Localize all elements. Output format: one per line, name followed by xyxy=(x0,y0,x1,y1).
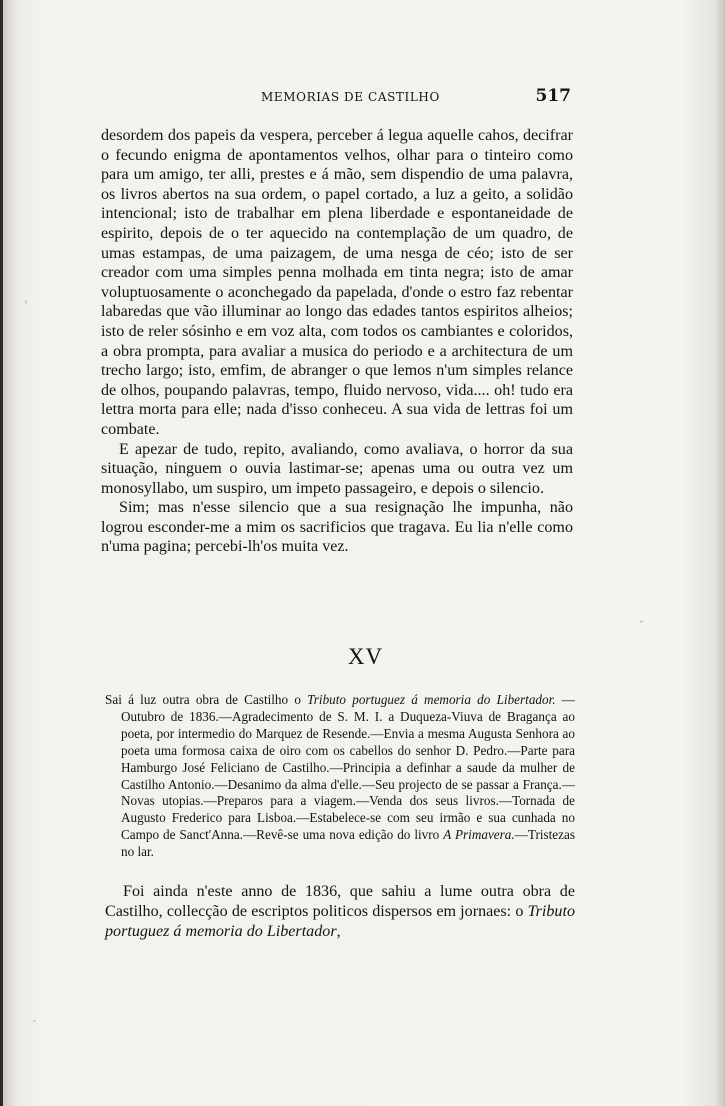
paragraph: Sim; mas n'esse silencio que a sua resignação lhe impunha, não logrou esconder-me a mim os sacrificios que tragava. Eu lia n'elle como n'uma pagina; percebi-lh'os muita vez. xyxy=(101,499,573,556)
paragraph: E apezar de tudo, repito, avaliando, como avaliava, o horror da sua situação, ninguem o ouvia lastimar-se; apenas uma ou outra vez um monosyllabo, um suspiro, um impeto passageiro, e depois o silencio. xyxy=(101,440,573,497)
running-head: MEMORIAS DE CASTILHO xyxy=(261,90,440,104)
closing-end: , xyxy=(336,923,341,940)
closing-paragraph xyxy=(105,882,575,942)
summary-tail: —Tristezas no lar. xyxy=(121,827,575,860)
page-header xyxy=(101,86,571,112)
summary-paragraph xyxy=(105,692,575,861)
summary-lead-title: Tributo portuguez á memoria do Libertador. xyxy=(307,692,556,707)
paper-speck xyxy=(33,1020,36,1022)
chapter-summary xyxy=(105,692,575,861)
page-number: 517 xyxy=(535,86,571,106)
summary-middle: —Outubro de 1836.—Agradecimento de S. M. I. a Duqueza-Viuva de Bragança ao poeta, por intermedio do Marquez de Resende.—Envia a mesma Augusta Senhora ao poeta uma formosa caixa de oiro com os cabellos do senhor D. Pedro.—Parte para Hamburgo José Feliciano de Castilho.—Principia a definhar a saude da mulher de Castilho Antonio.—Desanimo da alma d'elle.—Seu projecto de se passar a França.—Novas utopias.—Preparos para a viagem.—Venda dos seus livros.—Tornada de Augusto Frederico para Lisboa.—Estabelece-se com seu irmão e sua cunhada no Campo de Sanct'Anna.—Revê-se uma nova edição do livro xyxy=(121,692,575,843)
paragraph-continued: desordem dos papeis da vespera, perceber á legua aquelle cahos, decifrar o fecundo enigma de apontamentos velhos, olhar para o tinteiro como para um amigo, ter alli, prestes e á mão, sem dispendio de uma palavra, os livros abertos na sua ordem, o papel cortado, a luz a geito, a solidão intencional; isto de trabalhar em plena liberdade e espontaneidade de espirito, depois de o ter aquecido na contemplação de um quadro, de umas estampas, de uma paizagem, de uma nesga de céo; isto de ser creador com uma simples penna molhada em tinta negra; isto de amar voluptuosamente o aconchegado da papelada, d'onde o estro faz rebentar labaredas que vão illuminar ao longo das edades tantos espiritos alheios; isto de reler sósinho e em voz alta, com todos os cambiantes e coloridos, a obra prompta, para avaliar a musica do periodo e a architectura de um trecho largo; isto, emfim, de abranger o que lemos n'um simples relance de olhos, poupando palavras, tempo, fluido nervoso, vida.... oh! tudo era lettra morta para elle; nada d'isso conheceu. A sua vida de lettras foi um combate. xyxy=(101,127,573,438)
chapter-heading: XV xyxy=(347,644,384,669)
paper-speck xyxy=(25,300,27,304)
summary-lead: Sai á luz outra obra de Castilho o xyxy=(105,692,308,707)
closing-title: Tributo portuguez á memoria do Libertador xyxy=(105,903,575,940)
paper-speck xyxy=(640,620,643,623)
closing-text xyxy=(105,882,575,942)
main-text xyxy=(101,126,573,557)
closing-body: Foi ainda n'este anno de 1836, que sahiu a lume outra obra de Castilho, collecção de escriptos politicos dispersos em jornaes: o xyxy=(105,883,575,920)
summary-book-title: A Primavera. xyxy=(443,827,515,843)
